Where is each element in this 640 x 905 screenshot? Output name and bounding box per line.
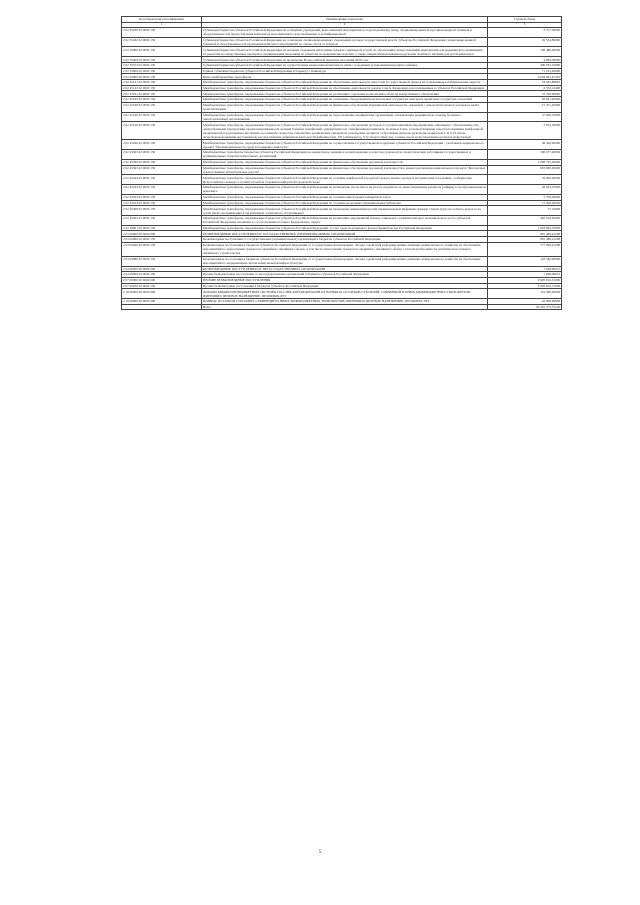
row-code-cell: 2 04 02099 02 0000 150 <box>122 272 202 278</box>
row-amount-cell: 31 700,90000 <box>488 91 562 97</box>
row-name-cell: ДОХОДЫ БЮДЖЕТОВ БЮДЖЕТНОЙ СИСТЕМЫ РОССИЙСКОЙ ФЕДЕРАЦИИ ОТ ВОЗВРАТА ОСТАТКОВ СУБСИДИЙ, СУБВЕНЦИЙ И ИНЫХ МЕЖБЮДЖЕТНЫХ ТРАНСФЕРТОВ, ИМЕЮЩИХ ЦЕЛЕВОЕ НАЗНАЧЕНИЕ, ПРОШЛЫХ ЛЕТ <box>202 289 488 299</box>
row-amount-cell: 15 000,00000 <box>488 200 562 206</box>
budget-revenue-table <box>121 16 562 310</box>
row-code-cell: 2 03 02080 02 0000 150 <box>122 256 202 266</box>
row-amount-cell: 4 984,30000 <box>488 57 562 63</box>
row-amount-cell: -42 096,69858 <box>488 299 562 305</box>
table-row <box>122 175 562 185</box>
table-row <box>122 47 562 57</box>
row-code-cell: 2 02 45505 02 0000 150 <box>122 216 202 226</box>
row-amount-cell: 57,10000 <box>488 206 562 216</box>
row-amount-cell: 9 905 816,31006 <box>488 283 562 289</box>
table-row <box>122 122 562 140</box>
row-amount-cell: 71 613,20000 <box>488 68 562 74</box>
row-code-cell: 2 02 45468 02 0000 150 <box>122 206 202 216</box>
row-code-cell: 2 02 35900 02 0000 150 <box>122 47 202 57</box>
row-amount-cell: 2 812,30000 <box>488 122 562 140</box>
row-name-cell: Субвенции бюджетам субъектов Российской Федерации на осуществление ежемесячной выплаты в связи с рождением (усыновлением) первого ребенка <box>202 62 488 68</box>
row-name-cell: Межбюджетные трансферты, передаваемые бюджетам субъектов Российской Федерации на проведение вакцинации против пневмококковой инфекции граждан старше трудоспособного возраста из групп риска, проживающих в организациях социального обслуживания <box>202 206 488 216</box>
column-number: 3 <box>488 22 562 27</box>
row-name-cell: Субвенции бюджетам субъектов Российской Федерации на проведение Всероссийской переписи населения 2020 года <box>202 57 488 63</box>
row-amount-cell: 109 486,00000 <box>488 47 562 57</box>
row-amount-cell: 5 700,00000 <box>488 194 562 200</box>
row-code-cell: 2 02 49001 02 0000 150 <box>122 225 202 231</box>
row-amount-cell: 300 033,10000 <box>488 62 562 68</box>
row-amount-cell: 20 954,10000 <box>488 185 562 195</box>
row-amount-cell: 15 471,20000 <box>488 102 562 112</box>
table-row <box>122 37 562 47</box>
row-name-cell: Межбюджетные трансферты, передаваемые бюджетам субъектов Российской Федерации на возмещение части затрат на уплату процентов по инвестиционным кредитам (займам) в агропромышленном комплексе <box>203 185 486 194</box>
column-number: 1 <box>122 22 202 27</box>
row-name-cell: Межбюджетные трансферты, передаваемые бюджетам субъектов Российской Федерации на создание комфортной городской среды в малых городах и исторических поселениях - победителях Всероссийского конкурса лучших проектов создания комфортной городской среды <box>202 175 488 185</box>
page-number: 5 <box>318 850 322 855</box>
row-name-cell: Единая субвенция бюджетам субъектов Российской Федерации и бюджету г. Байконура <box>202 68 488 74</box>
row-name-cell: Безвозмездные поступления в бюджеты субъектов Российской Федерации от государственной корпорации - Фонда содействия реформированию жилищно-коммунального хозяйства на обеспечение мероприятий по модернизации систем коммунальной инфраструктуры <box>202 256 488 266</box>
row-amount-cell: 103 560,00000 <box>488 256 562 266</box>
row-amount-cell: 9 905 816,31006 <box>488 277 562 283</box>
row-name-cell: Межбюджетные трансферты, передаваемые бюджетам субъектов Российской Федерации на создание модельных муниципальных библиотек <box>202 200 488 206</box>
table-row <box>122 27 562 37</box>
row-name-cell: Субвенции бюджетам субъектов Российской Федерации на оснащение учреждений, выполняющих мероприятия по водоподъемному звену, специализированной противопожарной техникой и оборудованием для предоставления комплексов мероприятий по водоснабжению и дезинфекционной <box>202 27 488 37</box>
row-code-cell: 2 18 00000 00 0000 000 <box>122 289 202 299</box>
row-code-cell: 2 02 45190 02 0000 150 <box>122 112 202 122</box>
row-name-cell: Межбюджетные трансферты, передаваемые бюджетам субъектов Российской Федерации на оснащение оборудованием региональных сосудистых центров и первичных сосудистых отделений <box>202 97 488 103</box>
row-code-cell: 2 02 45433 02 0000 150 <box>122 185 202 195</box>
row-code-cell: 2 02 45216 02 0000 150 <box>122 122 202 140</box>
row-code-cell: 2 02 45453 02 0000 150 <box>122 194 202 200</box>
row-name-cell: Межбюджетные трансферты, передаваемые бюджетам субъектов Российской Федерации на финансовое обеспечение дорожной деятельности <box>202 159 488 165</box>
row-amount-cell: 7 648,00013 <box>488 266 562 272</box>
row-code-cell: 2 02 35573 02 0000 150 <box>122 62 202 68</box>
row-amount-cell: 5 757,50000 <box>488 27 562 37</box>
row-code-cell: 2 02 35900 02 0000 150 <box>122 68 202 74</box>
row-code-cell: 2 02 45296 02 0000 150 <box>122 140 202 150</box>
row-code-cell: 2 07 00000 00 0000 000 <box>122 277 202 283</box>
row-amount-cell: 82 841,40000 <box>488 97 562 103</box>
row-name-cell: Межбюджетные трансферты, передаваемые бюджетам субъектов Российской Федерации на обеспечение деятельности членов Совета Федерации и их помощников в субъектах Российской Федерации <box>202 85 488 91</box>
row-code-cell: 2 19 00000 00 0000 000 <box>122 299 202 305</box>
row-code-cell: 2 02 45303 02 0000 150 <box>122 150 202 160</box>
row-code-cell: 2 02 45198 02 0000 150 <box>122 102 202 112</box>
amount-column-header: Годовой объем <box>488 17 562 23</box>
row-name-cell: Межбюджетные трансферты, передаваемые бюджетам субъектов Российской Федерации на осуществление государственной поддержки субъектов Российской Федерации - участников национального проекта "Производительность труда и поддержка занятости" <box>202 140 488 150</box>
row-amount-cell: 1 043 894,70000 <box>488 225 562 231</box>
row-amount-cell: 881 489,91298 <box>488 237 562 243</box>
row-name-cell: Безвозмездные поступления от государственных (муниципальных) организаций в бюджеты субъектов Российской Федерации <box>202 237 488 243</box>
row-name-cell: Прочие безвозмездные поступления в бюджеты субъектов Российской Федерации <box>202 283 488 289</box>
table-row <box>122 242 562 256</box>
table-row <box>122 102 562 112</box>
code-column-header: Код бюджетной классификации <box>122 17 202 23</box>
row-name-cell: Иные межбюджетные трансферты <box>202 74 488 80</box>
row-name-cell: Межбюджетные трансферты, передаваемые бюджетам субъектов Российской Федерации на переоснащение медицинских организаций, оказывающих медицинскую помощь больным с онкологическими заболеваниями <box>202 112 488 122</box>
row-code-cell: 2 03 02000 02 0000 150 <box>122 237 202 243</box>
row-amount-cell: 881 489,91298 <box>488 231 562 237</box>
row-code-cell: 2 07 02030 02 0000 150 <box>122 283 202 289</box>
row-amount-cell: 405 504,40000 <box>488 216 562 226</box>
row-amount-cell: 70 000,00000 <box>488 175 562 185</box>
row-code-cell: 2 02 40000 00 0000 150 <box>122 74 202 80</box>
row-amount-cell: 18 645,88802 <box>488 79 562 85</box>
row-code-cell: 2 02 35432 02 0000 150 <box>122 37 202 47</box>
row-name-cell: Субвенции бюджетам субъектов Российской Федерации на оказание отдельным категориям граждан социальной услуги по обеспечению лекарственными препаратами для медицинского применения по рецептам на лекарственные препараты, медицинскими изделиями по рецептам на медицинские изделия, а также специализированными продуктами лечебного питания для детей-инвалидов <box>202 47 488 57</box>
row-name-cell: Межбюджетные трансферты, передаваемые бюджетам субъектов Российской Федерации на реализацию отдельных полномочий в области лекарственного обеспечения <box>202 91 488 97</box>
row-name-cell: ПРОЧИЕ БЕЗВОЗМЕЗДНЫЕ ПОСТУПЛЕНИЯ <box>202 277 488 283</box>
row-name-cell: Межбюджетные трансферты бюджетам субъектов Российской Федерации на ежемесячное денежное вознаграждение за классное руководство педагогическим работникам государственных и муниципальных общеобразовательных организаций <box>202 150 488 160</box>
row-amount-cell: 4 644 822,47432 <box>488 74 562 80</box>
row-code-cell: 2 02 35430 02 0000 150 <box>122 27 202 37</box>
row-code-cell: 2 02 35469 02 0000 150 <box>122 57 202 63</box>
row-amount-cell: 683 000,00000 <box>488 165 562 175</box>
row-name-cell: БЕЗВОЗМЕЗДНЫЕ ПОСТУПЛЕНИЯ ОТ ГОСУДАРСТВЕННЫХ (МУНИЦИПАЛЬНЫХ) ОРГАНИЗАЦИЙ <box>202 231 488 237</box>
row-code-cell: 2 04 00000 00 0000 000 <box>122 266 202 272</box>
row-amount-cell: 6 552,12400 <box>488 85 562 91</box>
row-name-cell: Межбюджетные трансферты, передаваемые бюджетам субъектов Российской Федерации на реализацию мероприятий планов социального развития центров экономического роста субъектов Российской Федерации, входящих в состав Дальневосточного федерального округа <box>202 216 488 226</box>
column-number: 2 <box>202 22 488 27</box>
row-code-cell: 2 02 45141 02 0000 150 <box>122 79 202 85</box>
row-amount-cell: 341 580,26609 <box>488 289 562 299</box>
table-body <box>122 27 562 310</box>
row-name-cell: Межбюджетные трансферты, передаваемые бюджетам субъектов Российской Федерации, за счет средств резервного фонда Правительства Российской Федерации <box>202 225 488 231</box>
table-row <box>122 289 562 299</box>
row-amount-cell: 49 500,00000 <box>488 140 562 150</box>
row-code-cell: 2 02 45424 02 0000 150 <box>122 175 202 185</box>
row-amount-cell: 45 554,80000 <box>488 37 562 47</box>
table-row <box>122 140 562 150</box>
row-code-cell: 2 02 45393 02 0000 150 <box>122 165 202 175</box>
row-name-cell: БЕЗВОЗМЕЗДНЫЕ ПОСТУПЛЕНИЯ ОТ НЕГОСУДАРСТВЕННЫХ ОРГАНИЗАЦИЙ <box>202 266 488 272</box>
row-code-cell: 2 03 00000 00 0000 000 <box>122 231 202 237</box>
row-name-cell: Безвозмездные поступления в бюджеты субъектов Российской Федерации от государственной корпорации - Фонда содействия реформированию жилищно-коммунального хозяйства на обеспечение мероприятий по переселению граждан из аварийного жилищного фонда, в том числе переселению граждан из аварийного жилищного фонда с учетом необходимости развития малоэтажного жилищного строительства <box>202 242 488 256</box>
row-name-cell: Межбюджетные трансферты, передаваемые бюджетам субъектов Российской Федерации на финансовое обеспечение дорожной деятельности в рамках реализации национального проекта "Безопасные и качественные автомобильные дороги" <box>202 165 488 175</box>
table-row <box>122 150 562 160</box>
row-code-cell: 2 02 45192 02 0000 150 <box>122 97 202 103</box>
name-column-header: Наименование показателя <box>202 17 488 23</box>
row-name-cell: Межбюджетные трансферты, передаваемые бюджетам субъектов Российской Федерации на создание виртуальных концертных залов <box>202 194 488 200</box>
row-amount-cell: 777 929,91298 <box>488 242 562 256</box>
row-code-cell: 2 02 45454 02 0000 150 <box>122 200 202 206</box>
row-amount-cell: 1 998 725,20000 <box>488 159 562 165</box>
row-code-cell: 2 02 45390 02 0000 150 <box>122 159 202 165</box>
row-name-cell: Межбюджетные трансферты, передаваемые бюджетам субъектов Российской Федерации на обеспечение деятельности депутатов Государственной Думы и их помощников в избирательных округах <box>202 79 488 85</box>
table-row <box>122 256 562 266</box>
row-name-cell: ВОЗВРАТ ОСТАТКОВ СУБСИДИЙ, СУБВЕНЦИЙ И ИНЫХ МЕЖБЮДЖЕТНЫХ ТРАНСФЕРТОВ, ИМЕЮЩИХ ЦЕЛЕВОЕ НАЗНАЧЕНИЕ, ПРОШЛЫХ ЛЕТ <box>202 299 488 305</box>
table-row <box>122 206 562 216</box>
row-name-cell: Межбюджетные трансферты, передаваемые бюджетам субъектов Российской Федерации на финансовое обеспечение медицинской деятельности, связанной с донорством органов человека в целях трансплантации <box>202 102 488 112</box>
row-code-cell: 2 02 45161 02 0000 150 <box>122 91 202 97</box>
row-amount-cell: 99 491 275,75220 <box>488 304 562 310</box>
row-name-cell: Прочие безвозмездные поступления от негосударственных организаций в бюджеты субъектов Российской Федерации <box>202 272 488 278</box>
row-code-cell: 2 03 02040 02 0000 150 <box>122 242 202 256</box>
row-name-cell: Всего <box>202 304 488 310</box>
row-amount-cell: 37 906,70000 <box>488 112 562 122</box>
row-amount-cell: 390 077,40000 <box>488 150 562 160</box>
table-row <box>122 216 562 226</box>
row-name-cell: Субвенции бюджетам субъектов Российской Федерации на оснащение специализированных учреждений органов государственной власти субъектов Российской Федерации специализированной техникой и оборудованием для проведения комплекса мероприятий по охране лесов от пожаров <box>202 37 488 47</box>
row-amount-cell: 7 648,00013 <box>488 272 562 278</box>
table-row <box>122 112 562 122</box>
table-row <box>122 165 562 175</box>
table-row <box>122 185 562 195</box>
row-name-cell: Межбюджетные трансферты, передаваемые бюджетам субъектов Российской Федерации на финансовое обеспечение расходов по организационным мероприятиям, связанным с обеспечением лиц лекарственными препаратами, предназначенными для лечения больных гемофилией, муковисцидозом, гипофизарным нанизмом, болезнью Гоше, злокачественными новообразованиями лимфоидной, кроветворной и родственных им тканей, рассеянным склерозом, гемолитико-уремическим синдромом, юношеским артритом с системным началом, мукополисахаридозом I, II и VI типов, апластической анемией неуточненной, наследственным дефицитом факторов II (фибриногена), VII (лабильного), X (Стюарта-Прауэра), а также после трансплантации органов и (или) тканей <box>202 122 488 140</box>
row-code-cell: 2 02 45142 02 0000 150 <box>122 85 202 91</box>
table-row <box>122 304 562 310</box>
row-code-cell <box>122 304 202 310</box>
